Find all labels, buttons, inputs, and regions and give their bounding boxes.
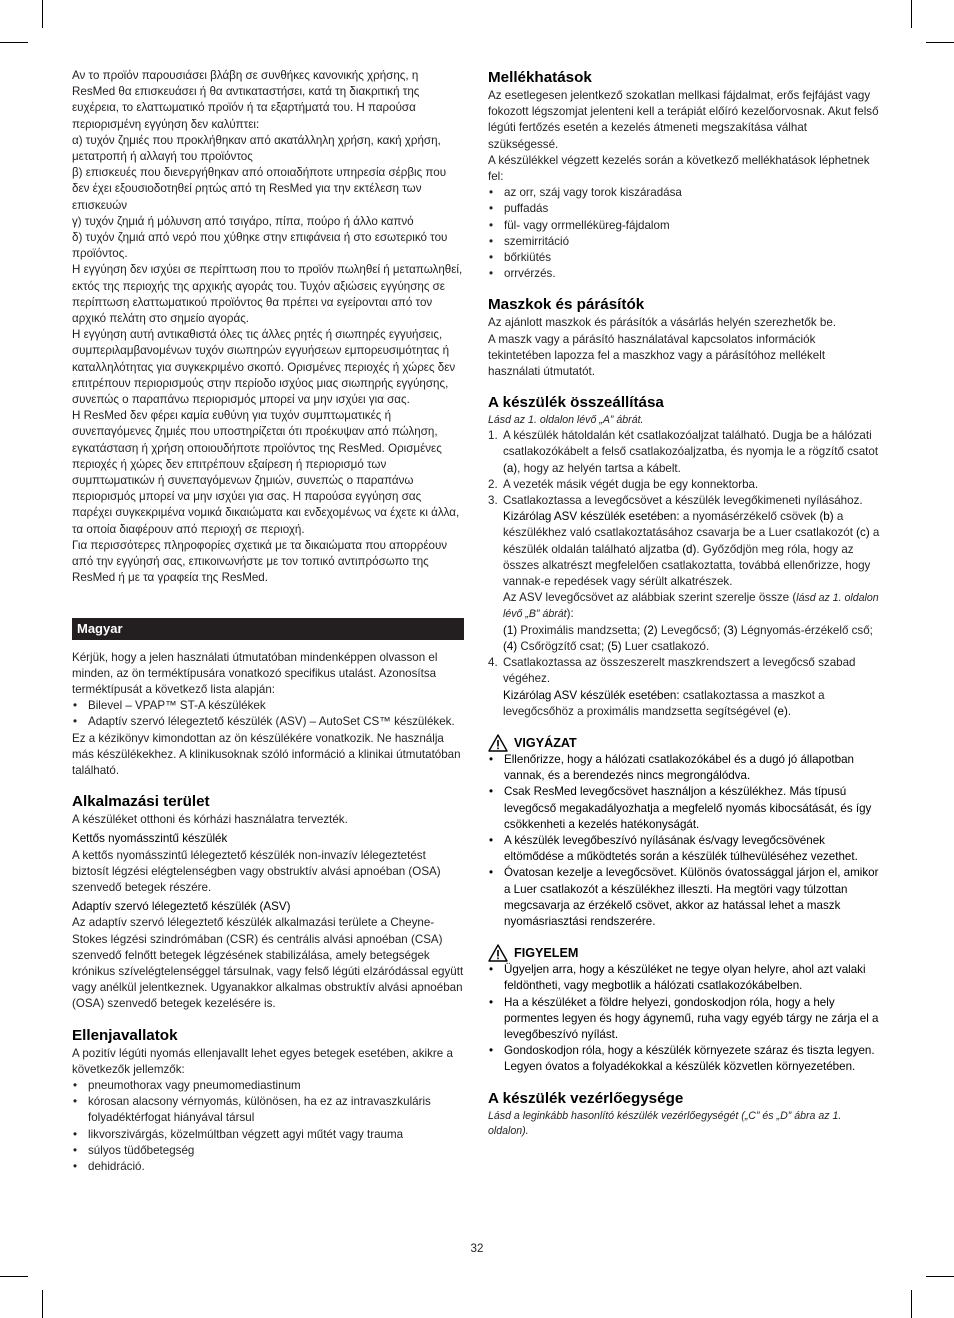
crop-mark (42, 0, 43, 28)
step-text: Csatlakoztassa az összeszerelt maszkrendszert a levegőcső szabad végéhez. (503, 656, 856, 686)
figure-code: (4) (503, 639, 518, 653)
indications-heading: Alkalmazási terület (72, 793, 210, 811)
step-text: csatlakoztassa a maszkot a levegőcsőhöz a proximális mandzsetta segítségével (503, 688, 825, 718)
step-text: A készülék hátoldalán két csatlakozóaljzat található. Dugja be a hálózati csatlakozókábelt a felső csatlakozóaljzatba, és nyomja le a rögzítő csatot (503, 429, 879, 459)
intro-paragraph: Kérjük, hogy a jelen használati útmutatóban mindenképpen olvasson el minden, az ön terméktípusára vonatkozó specifikus utalást. Azonosítsa terméktípusát a következő lista alapján: (72, 650, 438, 696)
control-figure-ref: Lásd a leginkább hasonlító készülék vezérlőegységét („C” és „D” ábra az 1. oldalon). (488, 1109, 842, 1137)
contraindications-heading: Ellenjavallatok (72, 1026, 178, 1044)
list-item: • Ha a készüléket a földre helyezi, gondoskodjon róla, hogy a hely pormentes legyen és hogy ágynemű, ruha vagy egyéb tárgy ne zárja el a levegőbeszívó nyílást. (488, 995, 880, 1044)
step-text: ): (566, 607, 574, 621)
warning-list (488, 752, 880, 930)
step-text: , hogy az helyén tartsa a kábelt. (517, 461, 681, 475)
asv-tube-instruction (503, 590, 880, 622)
setup-step-3 (488, 493, 880, 655)
figure-code: (a) (503, 461, 518, 475)
step-text: Az ASV levegőcsövet az alábbiak szerint szerelje össze ( (503, 591, 797, 605)
list-item: • likvorszivárgás, közelmúltban végzett agyi műtét vagy trauma (72, 1127, 464, 1143)
side-effects-heading: Mellékhatások (488, 69, 592, 86)
greek-paragraph: β) επισκευές που διενεργήθηκαν από οποιαδήποτε υπηρεσία σέρβις που δεν έχει εξουσιοδοτηθεί ρητώς από τη ResMed για την εκτέλεση των επισκευών (72, 166, 447, 212)
crop-mark (0, 1276, 28, 1277)
crop-mark (911, 0, 912, 28)
step-text: Csatlakoztassa a levegőcsövet a készülék levegőkimeneti nyílásához. (503, 494, 863, 508)
control-unit-heading: A készülék vezérlőegysége (488, 1089, 684, 1107)
step-text: . Győződjön meg róla, hogy az összes alkatrészt megfelelően csatlakoztatta, továbbá ellenőrizze, hogy vannak-e repedések vagy sérült alkatrészek. (503, 542, 871, 589)
figure-code: (e) (773, 704, 788, 718)
setup-step-4 (488, 655, 880, 720)
bilevel-subheading: Kettős nyomásszintű készülék (72, 832, 228, 846)
masks-text: Az ajánlott maszkok és párásítók a vásárlás helyén szerezhetők be. (488, 316, 836, 330)
list-item: • szemirritáció (488, 234, 880, 250)
step-text: a nyomásérzékelő csövek (679, 510, 820, 524)
part-label: Luer csatlakozó. (621, 639, 710, 653)
figure-code: (1) (503, 623, 518, 637)
asv-text: Az adaptív szervó lélegeztető készülék alkalmazási területe a Cheyne-Stokes légzési szindrómában (CSR) és centrális alvási apnoéban (CSA) szenvedő felnőtt betegek légzésének stabilizálása, amely betegségek krónikus szívelégtelenséggel társulnak, vagy felső légúti elzáródással együtt vagy anélkül jelentkeznek. Ugyanakkor alkalmas obstruktív alvási apnoéban (OSA) szenvedő betegek kezelésére is. (72, 916, 464, 1011)
step-number: 2. (488, 477, 498, 491)
list-item: • fül- vagy orrmelléküreg-fájdalom (488, 218, 880, 234)
list-item: • bőrkiütés (488, 250, 880, 266)
side-effects-text: Az esetlegesen jelentkező szokatlan mellkasi fájdalmat, erős fejfájást vagy fokozott légszomjat jelenteni kell a terápiát előíró kezelőorvosnak. Akut felső légúti fertőzés esetén a kezelés átmeneti megszakítása válhat szükségessé. (488, 89, 879, 151)
list-item: • dehidráció. (72, 1159, 464, 1175)
setup-heading: A készülék összeállítása (488, 394, 664, 412)
figure-code: (2) (643, 623, 658, 637)
product-list (72, 698, 464, 730)
greek-paragraph: γ) τυχόν ζημιά ή μόλυνση από τσιγάρο, πίπα, πούρο ή άλλο καπνό (72, 214, 414, 228)
step-text: A vezeték másik végét dugja be egy konnektorba. (503, 477, 759, 491)
greek-paragraph: Η εγγύηση δεν ισχύει σε περίπτωση που το προϊόν πωληθεί ή μεταπωληθεί, εκτός της περιοχής της αρχικής αγοράς του. Τυχόν αξιώσεις εγγύησης σε περίπτωση ελαττωματικού προϊόντος θα πρέπει να εγείρονται από τον αρχικό πελάτη στο σημείο αγοράς. (72, 263, 463, 326)
crop-mark (911, 1290, 912, 1318)
asv-subheading: Adaptív szervó lélegeztető készülék (ASV) (72, 900, 291, 914)
step-text: a készülék oldalán található aljzatba (503, 526, 880, 556)
greek-paragraph: Για περισσότερες πληροφορίες σχετικά με τα δικαιώματα που απορρέουν από την εγγύησή σας, επικοινωνήστε με τον τοπικό αντιπρόσωπο της ResMed ή με τα γραφεία της ResMed. (72, 538, 448, 585)
masks-text: A maszk vagy a párásító használatával kapcsolatos információk tekintetében lapozza fel a maszkhoz vagy a párásítóhoz mellékelt használati útmutatót. (488, 332, 826, 379)
greek-paragraph: Η εγγύηση αυτή αντικαθιστά όλες τις άλλες ρητές ή σιωπηρές εγγυήσεις, συμπεριλαμβανομένων τυχόν σιωπηρών εγγυήσεων εμπορευσιμότητας ή καταλληλότητας για συγκεκριμένο σκοπό. Ορισμένες περιοχές ή χώρες δεν επιτρέπουν περιορισμούς στην περίοδο ισχύος μιας σιωπηρής εγγύησης, συνεπώς ο παραπάνω περιορισμός μπορεί να μην ισχύει για σας. (72, 328, 456, 407)
asv-tube-parts (503, 623, 880, 655)
step-number: 4. (488, 656, 498, 670)
contraindications-list (72, 1078, 464, 1175)
asv-label: Kizárólag ASV készülék esetében: (503, 510, 680, 524)
bilevel-text: A kettős nyomásszintű lélegeztető készülék non-invazív lélegeztetést biztosít légzési elégtelenségben vagy obstruktív alvási apnoéban (OSA) szenvedő betegek részére. (72, 848, 441, 894)
figure-code: (d) (682, 542, 697, 556)
step-text: . (787, 704, 792, 718)
list-item: • Csak ResMed levegőcsövet használjon a készülékhez. Más típusú levegőcső megakadályozhatja a megfelelő nyomás kibocsátását, és így csökkenheti a kezelés hatékonyságát. (488, 784, 880, 833)
setup-step-1 (488, 428, 880, 477)
greek-warranty-section (72, 68, 464, 587)
page-number: 32 (470, 1242, 484, 1255)
step-number: 3. (488, 494, 498, 508)
section-title-bar: Magyar (72, 618, 464, 640)
step-number: 1. (488, 429, 498, 443)
caution-title: FIGYELEM (514, 946, 579, 961)
list-item: • Óvatosan kezelje a levegőcsövet. Különös óvatossággal járjon el, amikor a Luer csatlakozót a készülékhez illeszti. Ha megtöri vagy túlzottan megcsavarja az érzékelő csövet, akkor az hatással lehet a maszk nyomásriasztási rendszerére. (488, 865, 880, 930)
figure-ref: lásd az 1. oldalon lévő „B” ábrát (503, 592, 879, 621)
right-column (488, 68, 880, 1139)
caution-triangle-icon (488, 944, 508, 962)
figure-code: (b) (819, 510, 834, 524)
contraindications-text: A pozitív légúti nyomás ellenjavallt lehet egyes betegek esetében, akikre a következők jellemzők: (72, 1046, 453, 1076)
manual-note: Ez a kézikönyv kimondottan az ön készülékére vonatkozik. Ne használja más készülékekhez. A klinikusoknak szóló információ a klinikai útmutatóban található. (72, 731, 461, 777)
indications-text: A készüléket otthoni és kórházi használatra tervezték. (72, 813, 348, 827)
greek-paragraph: δ) τυχόν ζημιά από νερό που χύθηκε στην επιφάνεια ή στο εσωτερικό του προϊόντος. (72, 231, 448, 261)
list-item: • az orr, száj vagy torok kiszáradása (488, 185, 880, 201)
list-item: • Gondoskodjon róla, hogy a készülék környezete száraz és tiszta legyen. Legyen óvatos a folyadékokkal a készülék közvetlen környezetében. (488, 1043, 880, 1075)
setup-figure-ref: Lásd az 1. oldalon lévő „A” ábrát. (488, 414, 644, 427)
warning-heading (488, 734, 880, 752)
list-item: • orrvérzés. (488, 266, 880, 282)
figure-code: (c) (856, 526, 870, 540)
list-item: • A készülék levegőbeszívó nyílásának és/vagy levegőcsövének eltömődése a működtetés során a készülék túlhevüléséhez vezethet. (488, 833, 880, 865)
crop-mark (926, 42, 954, 43)
caution-list (488, 962, 880, 1075)
masks-heading: Maszkok és párásítók (488, 296, 645, 314)
greek-paragraph: α) τυχόν ζημιές που προκλήθηκαν από ακατάλληλη χρήση, κακή χρήση, μετατροπή ή αλλαγή του προϊόντος (72, 133, 441, 164)
crop-mark (926, 1276, 954, 1277)
figure-code: (3) (723, 623, 738, 637)
warning-title: VIGYÁZAT (514, 735, 577, 750)
part-label: Légnyomás-érzékelő cső; (737, 623, 873, 637)
list-item: • pneumothorax vagy pneumomediastinum (72, 1078, 464, 1094)
caution-heading (488, 944, 880, 962)
warning-triangle-icon (488, 734, 508, 752)
list-item: • Bilevel – VPAP™ ST-A készülékek (72, 698, 464, 714)
side-effects-text: A készülékkel végzett kezelés során a következő mellékhatások léphetnek fel: (488, 153, 870, 184)
part-label: Levegőcső; (657, 623, 724, 637)
crop-mark (0, 42, 28, 43)
left-column (72, 68, 464, 1175)
list-item: • Ellenőrizze, hogy a hálózati csatlakozókábel és a dugó jó állapotban vannak, és a berendezés nincs megrongálódva. (488, 752, 880, 784)
side-effects-list (488, 185, 880, 282)
list-item: • Ügyeljen arra, hogy a készüléket ne tegye olyan helyre, ahol azt valaki feldöntheti, vagy megbotlik a hálózati csatlakozókábelben. (488, 962, 880, 994)
list-item: • puffadás (488, 201, 880, 217)
step-text: a készülékhez való csatlakoztatásához csavarja be a Luer csatlakozót (503, 510, 857, 540)
part-label: Csőrögzítő csat; (517, 639, 608, 653)
setup-steps (488, 428, 880, 720)
list-item: • súlyos tüdőbetegség (72, 1143, 464, 1159)
figure-code: (5) (607, 639, 622, 653)
crop-mark (42, 1290, 43, 1318)
asv-instruction (503, 688, 880, 720)
part-label: Proximális mandzsetta; (517, 623, 644, 637)
asv-instruction (503, 509, 880, 590)
greek-paragraph: Η ResMed δεν φέρει καμία ευθύνη για τυχόν συμπτωματικές ή συνεπαγόμενες ζημιές που υποστηρίζεται ότι προέκυψαν από πώληση, εγκατάσταση ή χρήση οποιουδήποτε προϊόντος της ResMed. Ορισμένες περιοχές ή χώρες δεν επιτρέπουν εξαίρεση ή περιορισμό των συμπτωματικών ή συνεπαγόμενων ζημιών, συνεπώς ο παραπάνω περιορισμός μπορεί να μην ισχύει για σας. Η παρούσα εγγύηση σας παρέχει συγκεκριμένα νομικά δικαιώματα και ενδεχομένως να έχετε κι άλλα, τα οποία διαφέρουν από περιοχή σε περιοχή. (72, 409, 460, 536)
list-item: • kórosan alacsony vérnyomás, különösen, ha ez az intravaszkuláris folyadéktérfogat hiányával társul (72, 1094, 464, 1126)
setup-step-2 (488, 477, 880, 493)
list-item: • Adaptív szervó lélegeztető készülék (ASV) – AutoSet CS™ készülékek. (72, 714, 464, 730)
asv-label: Kizárólag ASV készülék esetében: (503, 688, 680, 702)
greek-paragraph: Αν το προϊόν παρουσιάσει βλάβη σε συνθήκες κανονικής χρήσης, η ResMed θα επισκευάσει ή θα αντικαταστήσει, κατά τη διακριτική της ευχέρεια, το ελαττωματικό προϊόν ή τα εξαρτήματά του. Η παρούσα περιορισμένη εγγύηση δεν καλύπτει: (72, 69, 420, 131)
